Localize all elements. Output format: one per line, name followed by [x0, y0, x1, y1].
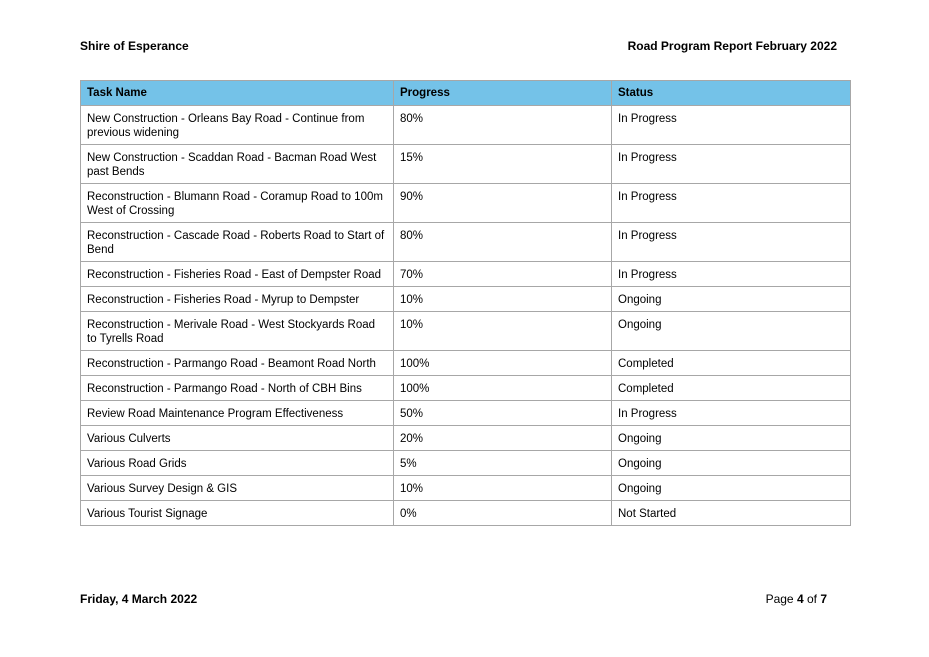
- status-cell: Ongoing: [612, 426, 851, 451]
- status-cell: Not Started: [612, 501, 851, 526]
- table-row: [81, 426, 851, 451]
- task-name-cell: Reconstruction - Fisheries Road - East of Dempster Road: [81, 262, 394, 287]
- task-name-cell: Reconstruction - Fisheries Road - Myrup to Dempster: [81, 287, 394, 312]
- column-header-status: Status: [612, 81, 851, 106]
- progress-cell: 15%: [394, 145, 612, 184]
- progress-cell: 0%: [394, 501, 612, 526]
- progress-cell: 10%: [394, 312, 612, 351]
- task-name-cell: New Construction - Scaddan Road - Bacman Road West past Bends: [81, 145, 394, 184]
- road-program-table: [80, 80, 851, 526]
- table-row: [81, 106, 851, 145]
- report-date: Friday, 4 March 2022: [80, 592, 198, 606]
- table-row: [81, 451, 851, 476]
- task-name-cell: Reconstruction - Blumann Road - Coramup Road to 100m West of Crossing: [81, 184, 394, 223]
- page-prefix: Page: [765, 592, 797, 606]
- table-row: [81, 476, 851, 501]
- task-name-cell: Reconstruction - Merivale Road - West Stockyards Road to Tyrells Road: [81, 312, 394, 351]
- status-cell: Completed: [612, 351, 851, 376]
- status-cell: Ongoing: [612, 476, 851, 501]
- task-name-cell: Various Culverts: [81, 426, 394, 451]
- progress-cell: 100%: [394, 351, 612, 376]
- report-title: Road Program Report February 2022: [627, 39, 837, 53]
- task-name-cell: New Construction - Orleans Bay Road - Continue from previous widening: [81, 106, 394, 145]
- status-cell: In Progress: [612, 145, 851, 184]
- table-row: [81, 376, 851, 401]
- status-cell: In Progress: [612, 262, 851, 287]
- page-of: of: [803, 592, 821, 606]
- table-header-row: [81, 81, 851, 106]
- column-header-progress: Progress: [394, 81, 612, 106]
- table-row: [81, 312, 851, 351]
- progress-cell: 20%: [394, 426, 612, 451]
- table-row: [81, 184, 851, 223]
- table-row: [81, 501, 851, 526]
- progress-cell: 10%: [394, 476, 612, 501]
- progress-cell: 50%: [394, 401, 612, 426]
- progress-cell: 80%: [394, 106, 612, 145]
- task-name-cell: Reconstruction - Parmango Road - North of CBH Bins: [81, 376, 394, 401]
- table-row: [81, 401, 851, 426]
- table-row: [81, 351, 851, 376]
- status-cell: In Progress: [612, 401, 851, 426]
- progress-cell: 100%: [394, 376, 612, 401]
- progress-cell: 70%: [394, 262, 612, 287]
- progress-cell: 10%: [394, 287, 612, 312]
- page-number: [766, 592, 827, 606]
- page-current: 4: [796, 592, 804, 606]
- task-name-cell: Various Survey Design & GIS: [81, 476, 394, 501]
- status-cell: Completed: [612, 376, 851, 401]
- status-cell: In Progress: [612, 223, 851, 262]
- table-row: [81, 223, 851, 262]
- progress-cell: 80%: [394, 223, 612, 262]
- task-name-cell: Reconstruction - Parmango Road - Beamont Road North: [81, 351, 394, 376]
- column-header-task-name: Task Name: [81, 81, 394, 106]
- table-header: [81, 81, 851, 106]
- table-body: [81, 106, 851, 526]
- status-cell: Ongoing: [612, 312, 851, 351]
- task-name-cell: Review Road Maintenance Program Effectiveness: [81, 401, 394, 426]
- progress-cell: 5%: [394, 451, 612, 476]
- status-cell: Ongoing: [612, 287, 851, 312]
- table-row: [81, 287, 851, 312]
- status-cell: In Progress: [612, 106, 851, 145]
- status-cell: Ongoing: [612, 451, 851, 476]
- table-row: [81, 262, 851, 287]
- table-row: [81, 145, 851, 184]
- task-name-cell: Various Tourist Signage: [81, 501, 394, 526]
- page-total: 7: [820, 592, 827, 606]
- progress-cell: 90%: [394, 184, 612, 223]
- organisation-name: Shire of Esperance: [80, 39, 189, 53]
- status-cell: In Progress: [612, 184, 851, 223]
- task-name-cell: Reconstruction - Cascade Road - Roberts Road to Start of Bend: [81, 223, 394, 262]
- task-name-cell: Various Road Grids: [81, 451, 394, 476]
